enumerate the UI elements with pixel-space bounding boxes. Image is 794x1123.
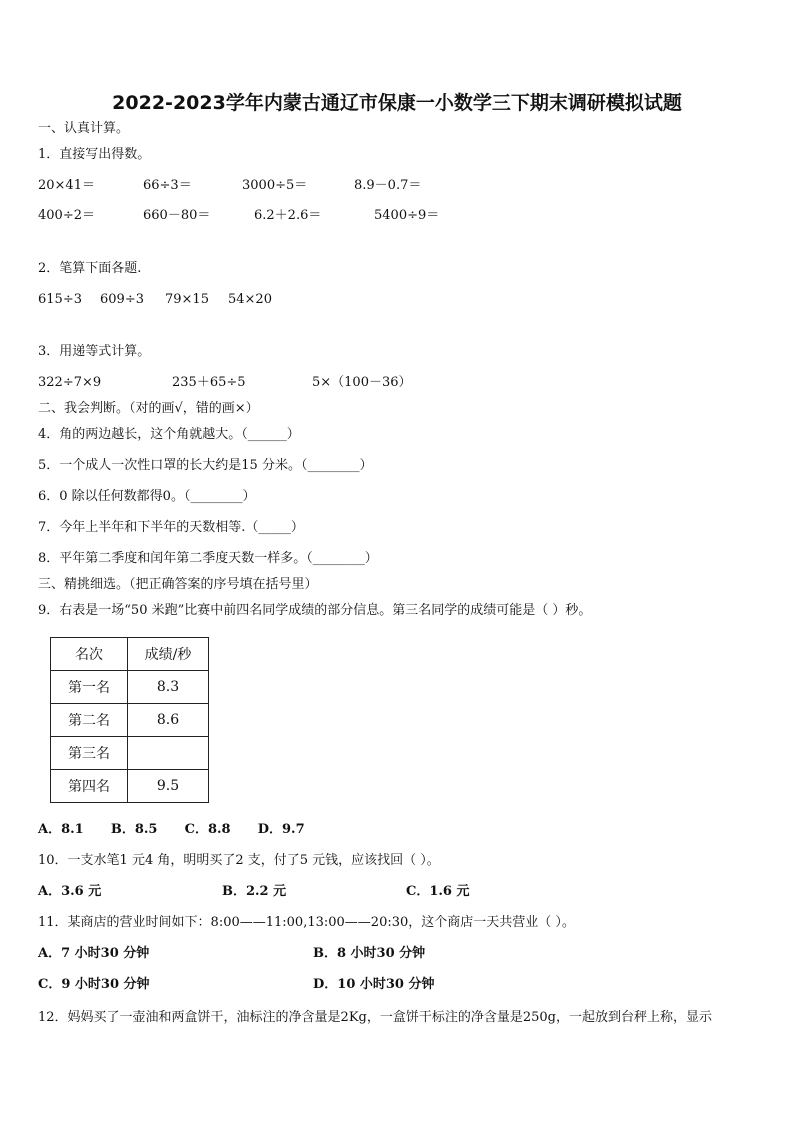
question-10-text: 10．一支水笔1 元4 角，明明买了2 支，付了5 元钱，应该找回（ ）。	[38, 853, 440, 868]
table-cell: 8.3	[128, 671, 209, 704]
stepwise-calc-item: 322÷7×9	[38, 375, 102, 390]
answer-option: A．3.6 元	[38, 884, 102, 899]
answer-option: C．1.6 元	[406, 884, 470, 899]
judge-question: 4．角的两边越长，这个角就越大。（______）	[38, 427, 300, 442]
question-11-text: 11．某商店的营业时间如下：8:00——11:00,13:00——20:30，这个商店一天共营业（ ）。	[38, 915, 575, 930]
calc-item: 66÷3＝	[143, 178, 192, 193]
answer-option: D．10 小时30 分钟	[313, 977, 435, 992]
section-1-heading: 一、认真计算。	[38, 121, 130, 136]
judge-question: 7．今年上半年和下半年的天数相等.（_____）	[38, 520, 304, 535]
question-9-options: A．8.1 B．8.5 C．8.8 D．9.7	[38, 822, 305, 837]
table-header-cell: 成绩/秒	[128, 638, 209, 671]
question-1-label: 1．直接写出得数。	[38, 147, 151, 162]
written-calc-item: 79×15	[165, 292, 209, 307]
written-calc-item: 54×20	[228, 292, 272, 307]
judge-question: 5．一个成人一次性口罩的长大约是15 分米。（________）	[38, 458, 373, 473]
table-row	[51, 671, 209, 704]
question-12-text: 12．妈妈买了一壶油和两盒饼干，油标注的净含量是2Kg，一盒饼干标注的净含量是250g，一起放到台秤上称，显示	[38, 1010, 712, 1025]
table-cell	[128, 737, 209, 770]
results-table	[50, 637, 209, 803]
question-9-text: 9．右表是一场“50 米跑”比赛中前四名同学成绩的部分信息。第三名同学的成绩可能是（ ）秒。	[38, 603, 592, 618]
question-2-label: 2．笔算下面各题.	[38, 261, 142, 276]
table-row	[51, 737, 209, 770]
calc-item: 660－80＝	[143, 208, 211, 223]
table-cell: 第二名	[51, 704, 128, 737]
calc-item: 5400÷9＝	[374, 208, 440, 223]
calc-item: 400÷2＝	[38, 208, 95, 223]
table-cell: 8.6	[128, 704, 209, 737]
calc-item: 8.9－0.7＝	[354, 178, 422, 193]
section-3-heading: 三、精挑细选。（把正确答案的序号填在括号里）	[38, 577, 318, 592]
judge-question: 8．平年第二季度和闰年第二季度天数一样多。（________）	[38, 551, 378, 566]
table-header-row	[51, 638, 209, 671]
answer-option: B．8 小时30 分钟	[313, 946, 426, 961]
page-title: 2022-2023学年内蒙古通辽市保康一小数学三下期末调研模拟试题	[112, 92, 682, 114]
calc-item: 20×41＝	[38, 178, 95, 193]
table-row	[51, 704, 209, 737]
table-header-cell: 名次	[51, 638, 128, 671]
question-3-label: 3．用递等式计算。	[38, 344, 151, 359]
table-row	[51, 770, 209, 803]
answer-option: B．2.2 元	[222, 884, 287, 899]
stepwise-calc-item: 5×（100－36）	[312, 375, 412, 390]
judge-question: 6．0 除以任何数都得0。（________）	[38, 489, 256, 504]
table-cell: 第四名	[51, 770, 128, 803]
answer-option: C．9 小时30 分钟	[38, 977, 150, 992]
written-calc-item: 609÷3	[100, 292, 144, 307]
calc-item: 6.2＋2.6＝	[254, 208, 322, 223]
table-cell: 第三名	[51, 737, 128, 770]
table-cell: 9.5	[128, 770, 209, 803]
table-cell: 第一名	[51, 671, 128, 704]
section-2-heading: 二、我会判断。（对的画√，错的画×）	[38, 401, 259, 416]
calc-item: 3000÷5＝	[242, 178, 308, 193]
stepwise-calc-item: 235＋65÷5	[172, 375, 246, 390]
written-calc-item: 615÷3	[38, 292, 82, 307]
answer-option: A．7 小时30 分钟	[38, 946, 150, 961]
